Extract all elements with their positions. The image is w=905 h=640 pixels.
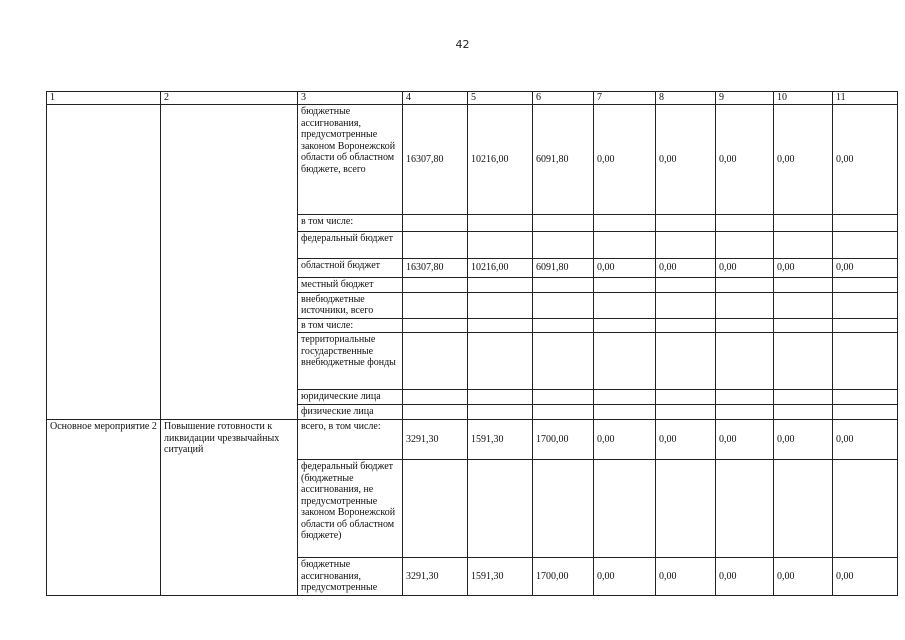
- value-cell: [774, 292, 833, 318]
- value-cell: [656, 292, 716, 318]
- value-cell: 0,00: [594, 420, 656, 460]
- value-cell: 3291,30: [403, 558, 468, 596]
- value-cell: [833, 215, 898, 232]
- value-cell: [533, 405, 594, 420]
- header-cell: 2: [161, 92, 298, 105]
- value-cell: [656, 278, 716, 293]
- row-label: областной бюджет: [298, 259, 403, 278]
- value-cell: 6091,80: [533, 259, 594, 278]
- value-cell: [468, 278, 533, 293]
- section-2-body: [47, 420, 898, 596]
- value-cell: [656, 333, 716, 390]
- table-row: [47, 420, 898, 460]
- row-label: физические лица: [298, 405, 403, 420]
- value-cell: [468, 292, 533, 318]
- value-cell: [716, 318, 774, 333]
- value-cell: 1700,00: [533, 558, 594, 596]
- value-cell: [833, 232, 898, 259]
- value-cell: 10216,00: [468, 105, 533, 215]
- value-cell: 0,00: [716, 105, 774, 215]
- value-cell: [468, 333, 533, 390]
- header-cell: 10: [774, 92, 833, 105]
- header-cell: 5: [468, 92, 533, 105]
- value-cell: [533, 292, 594, 318]
- value-cell: [656, 215, 716, 232]
- value-cell: [716, 333, 774, 390]
- value-cell: 0,00: [594, 558, 656, 596]
- value-cell: 16307,80: [403, 105, 468, 215]
- value-cell: [403, 405, 468, 420]
- header-cell: 8: [656, 92, 716, 105]
- value-cell: [774, 318, 833, 333]
- header-cell: 6: [533, 92, 594, 105]
- value-cell: [774, 390, 833, 405]
- section-1-body: [47, 105, 898, 420]
- value-cell: 0,00: [716, 420, 774, 460]
- value-cell: [594, 215, 656, 232]
- value-cell: [594, 333, 656, 390]
- value-cell: 0,00: [774, 420, 833, 460]
- value-cell: [594, 278, 656, 293]
- value-cell: [774, 215, 833, 232]
- row-label: внебюджетные источники, всего: [298, 292, 403, 318]
- value-cell: 0,00: [716, 259, 774, 278]
- row-label: бюджетные ассигнования, предусмотренные: [298, 558, 403, 596]
- value-cell: [774, 333, 833, 390]
- value-cell: 0,00: [774, 558, 833, 596]
- value-cell: 0,00: [656, 259, 716, 278]
- value-cell: [594, 292, 656, 318]
- row-label: в том числе:: [298, 318, 403, 333]
- value-cell: [716, 460, 774, 558]
- value-cell: [533, 278, 594, 293]
- value-cell: [656, 460, 716, 558]
- value-cell: [716, 278, 774, 293]
- value-cell: [594, 460, 656, 558]
- empty-cell: [47, 105, 161, 420]
- empty-cell: [161, 105, 298, 420]
- value-cell: [468, 232, 533, 259]
- row-label: юридические лица: [298, 390, 403, 405]
- value-cell: 0,00: [833, 420, 898, 460]
- header-cell: 9: [716, 92, 774, 105]
- value-cell: [468, 318, 533, 333]
- header-cell: 3: [298, 92, 403, 105]
- header-cell: 1: [47, 92, 161, 105]
- value-cell: [468, 405, 533, 420]
- activity-description: Повышение готовности к ликвидации чрезвычайных ситуаций: [161, 420, 298, 596]
- value-cell: 0,00: [833, 558, 898, 596]
- value-cell: [833, 390, 898, 405]
- value-cell: 1591,30: [468, 420, 533, 460]
- value-cell: [774, 405, 833, 420]
- value-cell: 0,00: [656, 420, 716, 460]
- value-cell: [533, 390, 594, 405]
- value-cell: 0,00: [774, 259, 833, 278]
- value-cell: [716, 232, 774, 259]
- value-cell: 0,00: [833, 105, 898, 215]
- header-cell: 7: [594, 92, 656, 105]
- value-cell: [594, 318, 656, 333]
- value-cell: [656, 405, 716, 420]
- value-cell: [468, 390, 533, 405]
- value-cell: [833, 333, 898, 390]
- value-cell: [774, 278, 833, 293]
- value-cell: [403, 333, 468, 390]
- value-cell: 0,00: [656, 105, 716, 215]
- value-cell: [533, 232, 594, 259]
- value-cell: [833, 460, 898, 558]
- value-cell: 0,00: [774, 105, 833, 215]
- value-cell: [533, 318, 594, 333]
- value-cell: 6091,80: [533, 105, 594, 215]
- value-cell: [716, 292, 774, 318]
- value-cell: [833, 278, 898, 293]
- value-cell: [656, 232, 716, 259]
- value-cell: [403, 390, 468, 405]
- header-cell: 4: [403, 92, 468, 105]
- value-cell: [468, 215, 533, 232]
- value-cell: [716, 405, 774, 420]
- row-label: всего, в том числе:: [298, 420, 403, 460]
- value-cell: [594, 405, 656, 420]
- row-label: местный бюджет: [298, 278, 403, 293]
- value-cell: [533, 460, 594, 558]
- value-cell: 0,00: [716, 558, 774, 596]
- value-cell: [468, 460, 533, 558]
- page-number: 42: [455, 38, 470, 51]
- value-cell: [533, 215, 594, 232]
- activity-name: Основное мероприятие 2: [47, 420, 161, 596]
- value-cell: [594, 232, 656, 259]
- value-cell: 1700,00: [533, 420, 594, 460]
- value-cell: [833, 318, 898, 333]
- row-label: федеральный бюджет (бюджетные ассигнования, не предусмотренные законом Воронежской области об областном бюджете): [298, 460, 403, 558]
- value-cell: [716, 215, 774, 232]
- value-cell: 0,00: [656, 558, 716, 596]
- table-header-row: [47, 92, 898, 105]
- value-cell: 0,00: [833, 259, 898, 278]
- value-cell: [833, 405, 898, 420]
- value-cell: [533, 333, 594, 390]
- value-cell: [716, 390, 774, 405]
- value-cell: 0,00: [594, 105, 656, 215]
- header-cell: 11: [833, 92, 898, 105]
- row-label: бюджетные ассигнования, предусмотренные законом Воронежской области об областном бюджете, всего: [298, 105, 403, 215]
- value-cell: [833, 292, 898, 318]
- value-cell: 16307,80: [403, 259, 468, 278]
- value-cell: 1591,30: [468, 558, 533, 596]
- value-cell: 0,00: [594, 259, 656, 278]
- value-cell: [656, 318, 716, 333]
- value-cell: [774, 460, 833, 558]
- row-label: в том числе:: [298, 215, 403, 232]
- value-cell: 3291,30: [403, 420, 468, 460]
- value-cell: [403, 232, 468, 259]
- value-cell: [403, 215, 468, 232]
- value-cell: [656, 390, 716, 405]
- value-cell: [594, 390, 656, 405]
- value-cell: [774, 232, 833, 259]
- table-row: [47, 105, 898, 215]
- value-cell: [403, 460, 468, 558]
- value-cell: [403, 278, 468, 293]
- row-label: федеральный бюджет: [298, 232, 403, 259]
- value-cell: [403, 318, 468, 333]
- row-label: территориальные государственные внебюджетные фонды: [298, 333, 403, 390]
- budget-table: [46, 91, 898, 596]
- value-cell: [403, 292, 468, 318]
- value-cell: 10216,00: [468, 259, 533, 278]
